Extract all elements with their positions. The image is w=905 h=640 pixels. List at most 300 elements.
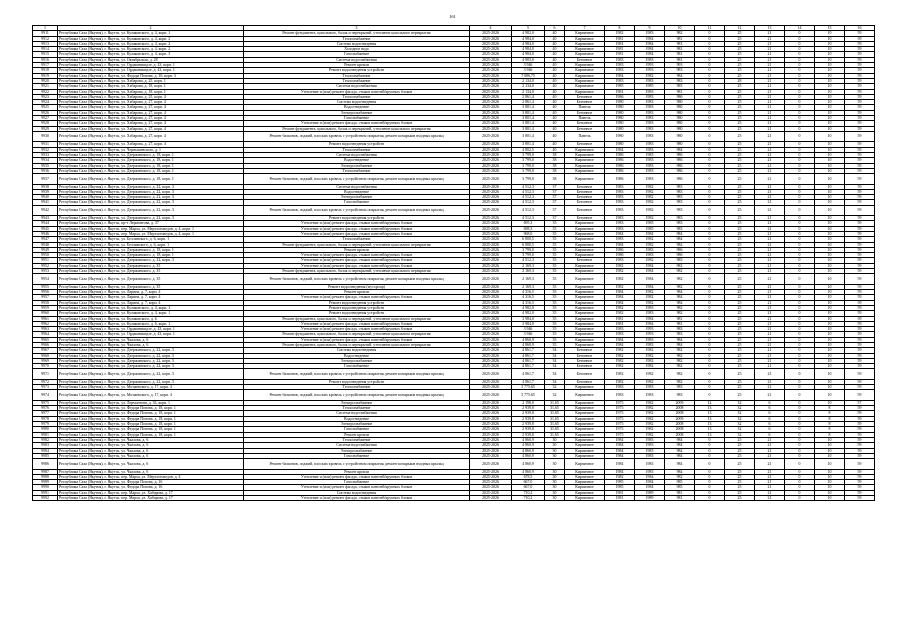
table-cell: 8	[815, 406, 845, 411]
table-cell: 21	[755, 68, 785, 73]
table-cell: 59	[845, 406, 875, 411]
table-cell: 0	[695, 364, 725, 369]
table-cell: Утепление и (или) ремонт фасада, стыков панелей/крупных блоков	[244, 496, 470, 501]
table-cell: 1983	[635, 448, 665, 453]
table-cell: 4 512,3	[512, 189, 545, 194]
column-number-5: 5	[512, 26, 545, 31]
table-cell: Кирпичное	[565, 168, 605, 173]
table-cell: 0	[785, 443, 815, 448]
table-cell: Республика Саха (Якутия), г. Якутск, ул. Дзержинского, д. 18, корп. 1	[58, 174, 244, 184]
table-cell: 1984	[635, 47, 665, 52]
table-cell: Кирпичное	[565, 422, 605, 427]
table-cell: 1980	[605, 110, 635, 115]
table-cell: 2 198,0	[512, 400, 545, 405]
table-cell: 2025-2026	[470, 274, 512, 284]
table-cell: 2025-2026	[470, 400, 512, 405]
table-cell: 1975	[605, 406, 635, 411]
table-cell: 981	[665, 41, 695, 46]
table-cell: 59	[845, 116, 875, 121]
table-cell: 1983	[635, 89, 665, 94]
table-cell: 59	[845, 422, 875, 427]
table-cell: 1983	[635, 147, 665, 152]
table-cell: 1984	[605, 73, 635, 78]
table-cell: 25	[725, 174, 755, 184]
table-cell: 25	[725, 348, 755, 353]
table-cell: 0	[695, 216, 725, 221]
table-cell: 34	[545, 358, 565, 363]
table-cell: 10	[815, 100, 845, 105]
table-cell: 1975	[605, 411, 635, 416]
table-cell: 35	[545, 316, 565, 321]
table-cell: Республика Саха (Якутия), г. Якутск, пр-т Лермонтова, д. 37	[58, 221, 244, 226]
table-cell: 0	[695, 168, 725, 173]
table-cell: Ремонт водоотведения устройств	[244, 68, 470, 73]
table-cell: 0	[785, 116, 815, 121]
table-cell: 59	[845, 73, 875, 78]
table-cell: 0	[695, 147, 725, 152]
table-row	[33, 390, 875, 400]
table-cell: 1983	[605, 195, 635, 200]
table-cell: 9932	[33, 147, 58, 152]
table-cell: 4 316,5	[512, 295, 545, 300]
table-cell: 9942	[33, 205, 58, 215]
table-cell: 9915	[33, 52, 58, 57]
table-cell: 25	[725, 68, 755, 73]
table-cell: 2025-2026	[470, 126, 512, 131]
table-cell: Газоснабжение	[244, 427, 470, 432]
table-cell: Кирпичное	[565, 343, 605, 348]
table-cell: 678,5	[512, 474, 545, 479]
table-cell: 7 086,75	[512, 73, 545, 78]
table-cell: 0	[695, 41, 725, 46]
table-cell: 1982	[635, 427, 665, 432]
table-cell: 0	[695, 116, 725, 121]
table-cell: 983	[665, 327, 695, 332]
table-cell: Ремонт фундамента, цокольного, балок и перекрытий, утепление цокольного перекрытия	[244, 269, 470, 274]
table-cell: 13	[695, 406, 725, 411]
table-cell: Теплоснабжение	[244, 237, 470, 242]
table-cell: Бетонное	[565, 110, 605, 115]
table-cell: 981	[665, 496, 695, 501]
table-cell: 984	[665, 437, 695, 442]
table-cell: Холодное водо	[244, 47, 470, 52]
table-cell: 25	[725, 205, 755, 215]
table-cell: 1984	[605, 290, 635, 295]
table-cell: Утепление и (или) ремонт фасада, стыков панелей/крупных блоков	[244, 121, 470, 126]
table-cell: 9941	[33, 200, 58, 205]
table-cell: 2 134,0	[512, 89, 545, 94]
table-cell: 3 801,4	[512, 110, 545, 115]
table-cell: 21	[755, 142, 785, 147]
table-cell: Ремонт водоотведения устройств	[244, 142, 470, 147]
table-cell: 32	[725, 406, 755, 411]
table-cell: 1982	[635, 300, 665, 305]
table-cell: Ремонт водоотведения устройств	[244, 379, 470, 384]
table-cell: 1981	[605, 496, 635, 501]
table-cell: 10	[815, 453, 845, 458]
table-cell: 1985	[605, 84, 635, 89]
table-cell: 25	[725, 274, 755, 284]
table-cell: Кирпичное	[565, 84, 605, 89]
table-cell: 1985	[635, 226, 665, 231]
table-cell: 21	[755, 200, 785, 205]
table-cell: 1982	[635, 406, 665, 411]
table-cell: 9961	[33, 316, 58, 321]
table-cell: 10	[815, 448, 845, 453]
table-cell: 30	[545, 474, 565, 479]
table-cell: 35	[545, 253, 565, 258]
table-cell: 2008	[665, 406, 695, 411]
table-cell: 35	[545, 343, 565, 348]
table-cell: 3 799,0	[512, 247, 545, 252]
table-cell: 25	[725, 126, 755, 131]
table-cell: 4 860,9	[512, 469, 545, 474]
table-cell: 1982	[635, 358, 665, 363]
table-cell: 59	[845, 321, 875, 326]
table-cell: Республика Саха (Якутия), г. Якутск, ул. Беллинского, д. 6, корп. 1	[58, 242, 244, 247]
table-cell: 1986	[605, 158, 635, 163]
table-cell: 35	[545, 231, 565, 236]
table-cell: 1983	[635, 168, 665, 173]
table-cell: 0	[785, 416, 815, 421]
table-cell: 0	[785, 305, 815, 310]
table-cell: 59	[845, 31, 875, 36]
table-cell: 30	[545, 448, 565, 453]
table-cell: 0	[785, 385, 815, 390]
table-cell: Республика Саха (Якутия), г. Якутск, ул. Ларина, д. 7, корп. 4	[58, 300, 244, 305]
table-cell: 4 860,9	[512, 453, 545, 458]
table-cell: Ремонт кровли	[244, 247, 470, 252]
table-cell: 35	[545, 226, 565, 231]
table-cell: 1982	[605, 31, 635, 36]
table-cell: 986	[665, 94, 695, 99]
table-cell: 0	[695, 89, 725, 94]
table-cell: 10	[815, 152, 845, 157]
column-number-1: 1	[33, 26, 58, 31]
table-cell: 13	[695, 416, 725, 421]
table-cell: 2025-2026	[470, 36, 512, 41]
table-cell: 21	[755, 385, 785, 390]
table-cell: 1982	[605, 474, 635, 479]
table-cell: 9917	[33, 63, 58, 68]
table-cell: 10	[815, 485, 845, 490]
table-cell: Республика Саха (Якутия), г. Якутск, ул. Хабарова, д. 27, корп. 4	[58, 126, 244, 131]
table-cell: 25	[725, 152, 755, 157]
table-cell: 10	[815, 469, 845, 474]
table-cell: 0	[695, 343, 725, 348]
table-cell: Республика Саха (Якутия), г. Якутск, ул. Федора Попова, д. 18, корп. 1	[58, 422, 244, 427]
table-cell: 59	[845, 300, 875, 305]
table-cell: 9987	[33, 469, 58, 474]
table-cell: 0	[785, 316, 815, 321]
table-cell: 0	[695, 73, 725, 78]
table-cell: 4 861,7	[512, 353, 545, 358]
table-cell: 983	[665, 78, 695, 83]
table-cell: 983	[665, 200, 695, 205]
table-cell: 1975	[605, 427, 635, 432]
table-cell: 25	[725, 437, 755, 442]
table-cell: 35	[545, 284, 565, 289]
table-cell: 35	[545, 242, 565, 247]
table-cell: Кирпичное	[565, 163, 605, 168]
table-cell: 59	[845, 316, 875, 321]
table-cell: 2 169,3	[512, 269, 545, 274]
table-cell: Республика Саха (Якутия), г. Якутск, пер. Марха, ул. Мерзлотоведов, д. 4, корп. 1	[58, 226, 244, 231]
table-cell: Бетонное	[565, 94, 605, 99]
table-cell: 1984	[605, 300, 635, 305]
table-cell: 0	[785, 52, 815, 57]
table-cell: 2025-2026	[470, 305, 512, 310]
table-cell: 0	[785, 348, 815, 353]
table-cell: Кирпичное	[565, 247, 605, 252]
table-cell: Ремонт водоотведения (мусоропр)	[244, 284, 470, 289]
table-cell: 1984	[605, 343, 635, 348]
table-cell: 9954	[33, 274, 58, 284]
table-cell: 40	[545, 110, 565, 115]
table-cell: 9943	[33, 216, 58, 221]
table-cell: 10	[815, 147, 845, 152]
table-cell: 0	[695, 258, 725, 263]
table-cell: 40	[545, 78, 565, 83]
table-cell: 25	[725, 189, 755, 194]
table-cell: 984	[665, 453, 695, 458]
table-cell: 21	[755, 84, 785, 89]
table-cell: Республика Саха (Якутия), г. Якутск, ул. Дзержинского, д. 22, корп. 3	[58, 379, 244, 384]
table-cell: 59	[845, 411, 875, 416]
table-cell: 59	[845, 168, 875, 173]
table-cell: 35	[545, 337, 565, 342]
table-cell: Бетонное	[565, 184, 605, 189]
table-cell: 980	[665, 126, 695, 131]
table-cell: 0	[785, 184, 815, 189]
table-cell: 1983	[605, 258, 635, 263]
table-cell: 2025-2026	[470, 116, 512, 121]
table-cell: Кирпичное	[565, 152, 605, 157]
table-cell: 59	[845, 253, 875, 258]
table-cell: 2025-2026	[470, 131, 512, 141]
table-cell: Ремонт фундамента, цокольного, балок и перекрытий, утепление цокольного перекрытия	[244, 332, 470, 337]
table-cell: 0	[695, 78, 725, 83]
table-cell: 0	[695, 348, 725, 353]
table-cell: 1982	[635, 379, 665, 384]
table-cell: 8	[815, 416, 845, 421]
table-cell: 21	[755, 332, 785, 337]
table-cell: 35	[545, 290, 565, 295]
table-cell: 1993	[635, 327, 665, 332]
table-cell: Кирпичное	[565, 305, 605, 310]
table-cell: 1982	[635, 200, 665, 205]
table-cell: Кирпичное	[565, 68, 605, 73]
table-cell: 10	[815, 327, 845, 332]
table-cell: 21	[755, 284, 785, 289]
table-cell: 0	[695, 459, 725, 469]
table-cell: 0	[785, 263, 815, 268]
table-cell: 9925	[33, 105, 58, 110]
table-cell: Ремонт водоотведения устройств	[244, 305, 470, 310]
table-cell: Водоотведение	[244, 105, 470, 110]
table-cell: 25	[725, 290, 755, 295]
table-cell: 982	[665, 474, 695, 479]
table-cell: 35	[545, 295, 565, 300]
table-cell: 59	[845, 284, 875, 289]
table-cell: 2025-2026	[470, 469, 512, 474]
table-cell: 1986	[605, 163, 635, 168]
table-cell: 9947	[33, 237, 58, 242]
table-cell: 982	[665, 364, 695, 369]
table-cell: 2025-2026	[470, 343, 512, 348]
table-cell: 2025-2026	[470, 448, 512, 453]
table-cell: 59	[845, 290, 875, 295]
table-cell: 1980	[605, 121, 635, 126]
table-cell: 0	[695, 379, 725, 384]
table-cell: 1980	[605, 131, 635, 141]
table-row	[33, 459, 875, 469]
table-cell: 1982	[635, 411, 665, 416]
table-cell: 1982	[635, 189, 665, 194]
table-cell: Система водоотведения	[244, 41, 470, 46]
table-cell: 2025-2026	[470, 321, 512, 326]
table-cell: 38	[545, 168, 565, 173]
table-cell: 25	[725, 73, 755, 78]
table-cell: Система водоснабжения	[244, 184, 470, 189]
table-cell: 8	[815, 427, 845, 432]
table-cell: 8	[815, 411, 845, 416]
table-cell: 1983	[635, 343, 665, 348]
table-cell: 10	[815, 480, 845, 485]
table-cell: 1982	[635, 242, 665, 247]
table-cell: 5 775,65	[512, 390, 545, 400]
table-cell: 59	[845, 174, 875, 184]
table-cell: 10	[815, 195, 845, 200]
table-cell: 37	[545, 195, 565, 200]
table-cell: 30	[545, 490, 565, 495]
table-cell: 40	[545, 147, 565, 152]
table-cell: Кирпичное	[565, 63, 605, 68]
table-cell: 1983	[605, 327, 635, 332]
table-cell: 25	[725, 459, 755, 469]
table-row	[33, 174, 875, 184]
table-cell: Водоотведение	[244, 353, 470, 358]
table-cell: Теплоснабжение	[244, 94, 470, 99]
table-cell: Ремонт фундамента, цокольного, балок и перекрытий, утепление цокольного перекрытия	[244, 242, 470, 247]
table-cell: 2025-2026	[470, 379, 512, 384]
table-cell: Бетонное	[565, 200, 605, 205]
table-cell: 10	[815, 343, 845, 348]
table-cell: Теплоснабжение	[244, 437, 470, 442]
table-cell: 1983	[635, 78, 665, 83]
table-cell: 0	[785, 242, 815, 247]
table-cell: 59	[845, 490, 875, 495]
table-cell: 0	[785, 36, 815, 41]
table-cell: 40	[545, 131, 565, 141]
table-cell: 21	[755, 174, 785, 184]
table-cell: 2025-2026	[470, 247, 512, 252]
table-cell: 0	[785, 147, 815, 152]
table-cell: 9920	[33, 78, 58, 83]
table-cell: 4 861,7	[512, 358, 545, 363]
table-cell: 0	[695, 247, 725, 252]
table-cell: 25	[725, 57, 755, 62]
table-cell: 10	[815, 36, 845, 41]
table-cell: 10	[815, 89, 845, 94]
table-cell: 35	[545, 221, 565, 226]
table-cell: 0	[785, 73, 815, 78]
table-cell: 1983	[605, 63, 635, 68]
table-cell: 2025-2026	[470, 63, 512, 68]
table-cell: 0	[695, 121, 725, 126]
table-cell: 1983	[635, 174, 665, 184]
table-cell: 4 861,7	[512, 369, 545, 379]
table-cell: 9982	[33, 437, 58, 442]
table-cell: Кирпичное	[565, 36, 605, 41]
table-cell: Республика Саха (Якутия), г. Якутск, ул. Дзержинского, д. 22, корп. 3	[58, 353, 244, 358]
table-cell: 21	[755, 163, 785, 168]
table-cell: 986	[665, 247, 695, 252]
table-cell: Республика Саха (Якутия), г. Якутск, ул. Дзержинского, д. 18, корп. 1	[58, 152, 244, 157]
table-cell: 1975	[605, 416, 635, 421]
table-cell: 2025-2026	[470, 459, 512, 469]
table-cell: 1983	[635, 437, 665, 442]
table-cell: 0	[695, 52, 725, 57]
table-cell: 21	[755, 448, 785, 453]
table-cell: 0	[695, 305, 725, 310]
table-cell: 10	[815, 168, 845, 173]
table-cell: 21	[755, 100, 785, 105]
table-cell: 0	[785, 174, 815, 184]
table-cell: 983	[665, 195, 695, 200]
table-cell: 21	[755, 126, 785, 131]
table-cell: Республика Саха (Якутия), г. Якутск, ул. Федора Попова, д. 10, корп. 3	[58, 73, 244, 78]
table-cell: 4 982,0	[512, 311, 545, 316]
table-cell: 983	[665, 332, 695, 337]
table-cell: 59	[845, 78, 875, 83]
table-cell: 0	[785, 295, 815, 300]
table-cell: 59	[845, 131, 875, 141]
table-cell: 2025-2026	[470, 221, 512, 226]
table-cell: 21	[755, 258, 785, 263]
table-cell: 984	[665, 73, 695, 78]
table-cell: 1984	[605, 448, 635, 453]
table-cell: Кирпичное	[565, 237, 605, 242]
table-cell: 59	[845, 353, 875, 358]
table-cell: 1980	[605, 116, 635, 121]
table-cell: 40	[545, 68, 565, 73]
table-cell: 0	[695, 295, 725, 300]
table-cell: 0	[785, 152, 815, 157]
table-cell: 25	[725, 168, 755, 173]
table-cell: 25	[725, 105, 755, 110]
table-cell: 25	[725, 364, 755, 369]
table-cell: 0	[785, 195, 815, 200]
table-cell: 9934	[33, 158, 58, 163]
table-cell: 2025-2026	[470, 422, 512, 427]
table-cell: Кирпичное	[565, 411, 605, 416]
table-cell: Республика Саха (Якутия), г. Якутск, ул. Чкалова, д. 6	[58, 337, 244, 342]
table-cell: Кирпичное	[565, 269, 605, 274]
table-cell: 982	[665, 358, 695, 363]
table-cell: Система водоснабжения	[244, 443, 470, 448]
table-cell: 2025-2026	[470, 369, 512, 379]
table-cell: 2025-2026	[470, 496, 512, 501]
table-cell: 40	[545, 47, 565, 52]
table-cell: 10	[815, 443, 845, 448]
table-cell: Кирпичное	[565, 300, 605, 305]
table-cell: 59	[845, 110, 875, 115]
table-cell: Бетонное	[565, 216, 605, 221]
table-cell: 9963	[33, 327, 58, 332]
table-cell: 35	[545, 321, 565, 326]
table-cell: Газоснабжение	[244, 453, 470, 458]
